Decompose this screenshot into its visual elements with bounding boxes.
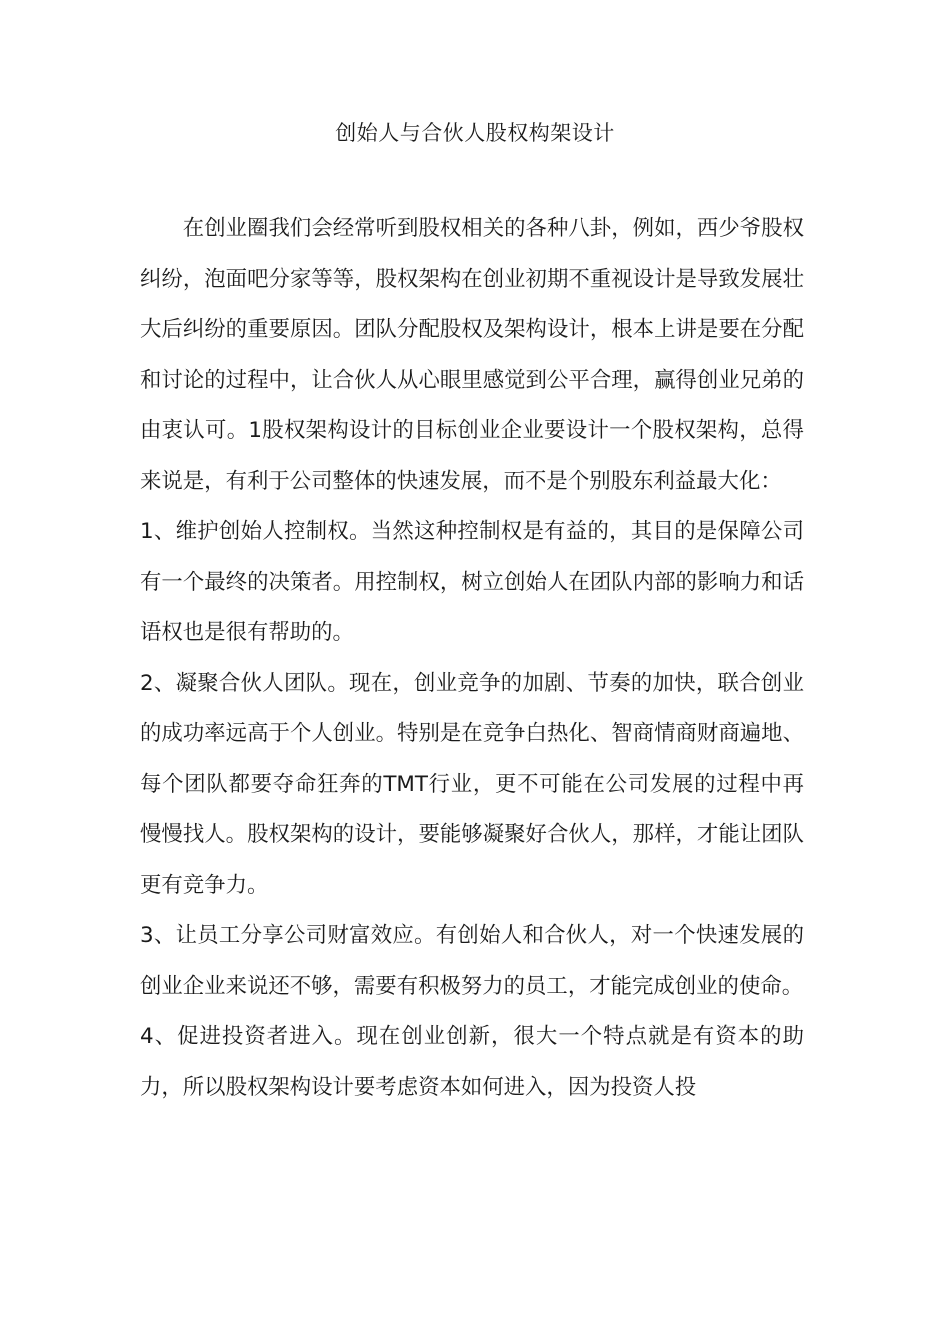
document-body <box>140 204 804 1113</box>
paragraph-point-3: 3、让员工分享公司财富效应。有创始人和合伙人，对一个快速发展的创业企业来说还不够，需要有积极努力的员工，才能完成创业的使命。 <box>140 923 804 999</box>
document-title: 创始人与合伙人股权构架设计 <box>335 121 615 145</box>
paragraph-intro: 在创业圈我们会经常听到股权相关的各种八卦，例如，西少爷股权纠纷，泡面吧分家等等，股权架构在创业初期不重视设计是导致发展壮大后纠纷的重要原因。团队分配股权及架构设计，根本上讲是要在分配和讨论的过程中，让合伙人从心眼里感觉到公平合理，赢得创业兄弟的由衷认可。1股权架构设计的目标创业企业要设计一个股权架构，总得来说是，有利于公司整体的快速发展，而不是个别股东利益最大化： <box>140 216 804 494</box>
paragraph-point-4: 4、促进投资者进入。现在创业创新，很大一个特点就是有资本的助力，所以股权架构设计要考虑资本如何进入，因为投资人投 <box>140 1024 804 1100</box>
paragraph-point-1: 1、维护创始人控制权。当然这种控制权是有益的，其目的是保障公司有一个最终的决策者。用控制权，树立创始人在团队内部的影响力和话语权也是很有帮助的。 <box>140 519 804 645</box>
paragraph-point-2: 2、凝聚合伙人团队。现在，创业竞争的加剧、节奏的加快，联合创业的成功率远高于个人创业。特别是在竞争白热化、智商情商财商遍地、每个团队都要夺命狂奔的TMT行业，更不可能在公司发展的过程中再慢慢找人。股权架构的设计，要能够凝聚好合伙人，那样，才能让团队更有竞争力。 <box>140 670 804 898</box>
